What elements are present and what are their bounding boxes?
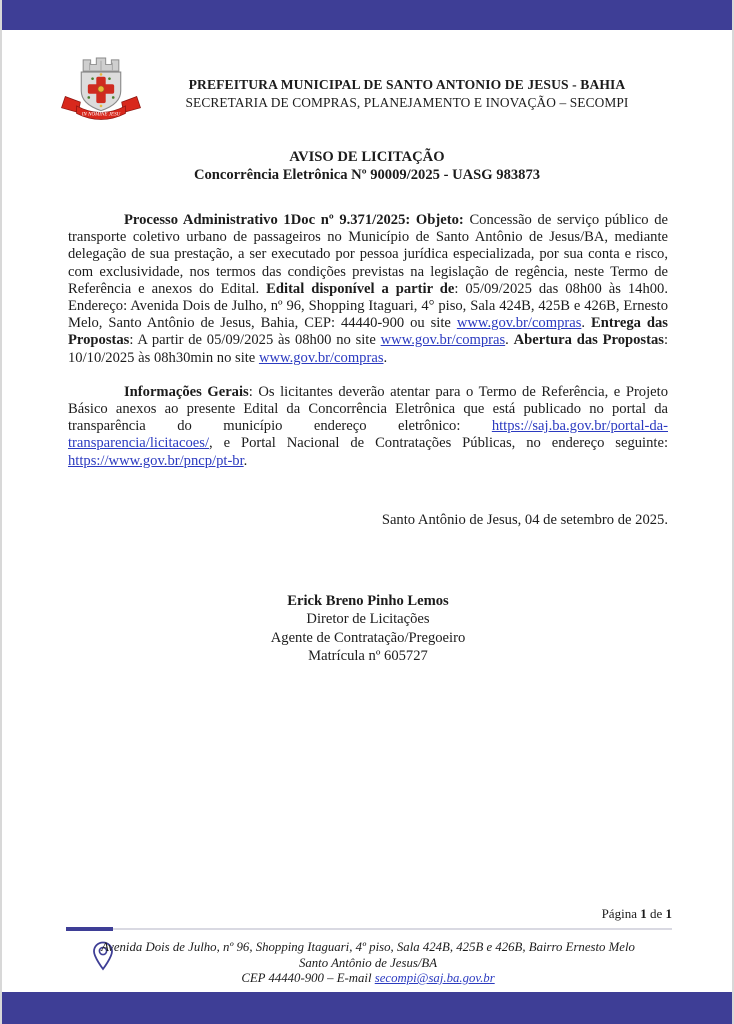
footer-address-line1: Avenida Dois de Julho, nº 96, Shopping Itaguari, 4º piso, Sala 424B, 425B e 426B, Bairro Ernesto Melo (101, 940, 635, 954)
document-header (122, 76, 692, 111)
signer-role-2: Agente de Contratação/Pregoeiro (270, 629, 466, 646)
hyperlink[interactable]: secompi@saj.ba.gov.br (374, 971, 495, 986)
text-segment: Processo Administrativo 1Doc nº 9.371/2025: Objeto: (124, 212, 464, 228)
text-segment: . (505, 332, 514, 349)
document-body (68, 212, 668, 666)
text-segment: 1 (665, 906, 672, 921)
text-segment: Concessão de serviço público de transporte coletivo urbano de passageiros no Município de Santo Antônio de Jesus/BA, mediante delegação de sua prestação, a ser executado por pessoa jurídica especializada, por sua conta e risco, com exclusividade, nos termos das condições previstas na legislação de regência, neste Termo de Referência e anexos do Edital. (68, 212, 669, 297)
logo-motto-text: IN NOMINE JESU (81, 111, 121, 118)
paragraph-informacoes-gerais (68, 384, 668, 470)
text-segment: Entrega das Propostas (68, 315, 668, 349)
hyperlink[interactable]: www.gov.br/compras (456, 315, 582, 332)
org-department: SECRETARIA DE COMPRAS, PLANEJAMENTO E INOVAÇÃO – SECOMPI (185, 94, 629, 110)
footer-divider-light (66, 928, 672, 930)
notice-title-block (2, 149, 732, 184)
text-segment: CEP 44440-900 – E-mail (241, 971, 375, 986)
hyperlink[interactable]: www.gov.br/compras (258, 349, 384, 366)
top-border-bar (2, 0, 732, 30)
text-segment: Página (601, 906, 641, 921)
date-line: Santo Antônio de Jesus, 04 de setembro de 2025. (381, 511, 668, 528)
signer-name: Erick Breno Pinho Lemos (287, 593, 449, 610)
notice-title: AVISO DE LICITAÇÃO (289, 149, 445, 165)
text-segment: de (646, 906, 666, 921)
document-footer (68, 940, 668, 987)
hyperlink[interactable]: www.gov.br/compras (380, 332, 506, 349)
text-segment: . (383, 349, 388, 366)
paragraph-processo-administrativo (68, 212, 668, 367)
footer-divider (66, 927, 672, 931)
bottom-border-bar (2, 992, 732, 1024)
signer-registration: Matrícula nº 605727 (308, 648, 428, 665)
signer-role-1: Diretor de Licitações (306, 611, 430, 628)
page-number (602, 906, 672, 922)
text-segment: : Os licitantes deverão atentar para o Termo de Referência, e Projeto Básico anexos ao presente Edital da Concorrência Eletrônica que está publicado no portal da transparência do município endereço eletrônico: (68, 383, 668, 435)
footer-address-line2: Santo Antônio de Jesus/BA (298, 955, 438, 970)
text-segment: 1 (640, 906, 647, 921)
text-segment: : 10/10/2025 às 08h30min no site (68, 332, 668, 366)
text-segment: Abertura das Propostas (513, 332, 664, 349)
text-segment: . (243, 452, 248, 469)
text-segment: : 05/09/2025 das 08h00 às 14h00. Endereço: Avenida Dois de Julho, nº 96, Shopping Itaguari, 4° piso, Sala 424B, 425B e 426B, Ernesto Melo, Santo Antônio de Jesus, Bahia, CEP: 44440-900 ou site (68, 280, 668, 332)
text-segment: , e Portal Nacional de Contratações Públicas, no endereço seguinte: (209, 435, 668, 452)
text-segment: . (581, 315, 591, 332)
signature-block (68, 592, 668, 666)
org-name: PREFEITURA MUNICIPAL DE SANTO ANTONIO DE JESUS - BAHIA (188, 77, 626, 92)
footer-divider-accent (66, 927, 113, 931)
text-segment: Informações Gerais (124, 383, 249, 400)
text-segment: Edital disponível a partir de (266, 280, 455, 297)
notice-subtitle: Concorrência Eletrônica Nº 90009/2025 - UASG 983873 (193, 166, 541, 183)
text-segment: : A partir de 05/09/2025 às 08h00 no site (129, 332, 381, 349)
hyperlink[interactable]: https://www.gov.br/pncp/pt-br (68, 452, 244, 469)
footer-address-line3 (68, 971, 668, 987)
hyperlink[interactable]: https://saj.ba.gov.br/portal-da-transparencia/licitacoes/ (68, 418, 668, 452)
